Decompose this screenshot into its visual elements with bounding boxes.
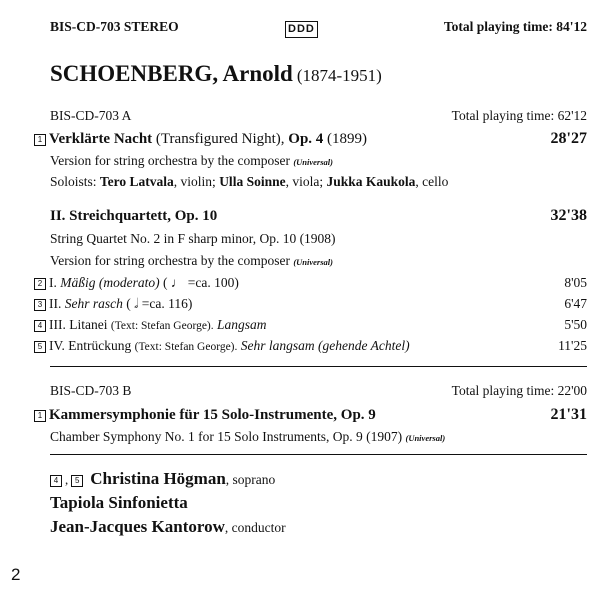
movement-time: 11'25: [558, 338, 587, 353]
work-2-version: Version for string orchestra by the composer (Universal): [50, 253, 333, 268]
movement-row: 4 III. Litanei (Text: Stefan George). Langsam: [34, 317, 267, 333]
track-number-icon: 5: [71, 475, 83, 487]
disc-a-label: BIS-CD-703 A: [50, 108, 132, 123]
disc-b-time: Total playing time: 22'00: [451, 383, 587, 398]
track-number-icon: 4: [34, 320, 46, 332]
track-number-icon: 1: [34, 410, 46, 422]
disc-b-label: BIS-CD-703 B: [50, 383, 132, 398]
movement-time: 6'47: [564, 296, 587, 311]
movement-row: 3 II. Sehr rasch ( 𝅗𝅥 =ca. 116): [34, 296, 192, 312]
section-divider: [50, 366, 587, 367]
work-2-description: String Quartet No. 2 in F sharp minor, Op. 10 (1908): [50, 231, 336, 246]
track-number-icon: 2: [34, 278, 46, 290]
movement-time: 5'50: [564, 317, 587, 332]
track-number-icon: 5: [34, 341, 46, 353]
page-number: 2: [11, 565, 21, 584]
movement-row: 5 IV. Entrückung (Text: Stefan George). Sehr langsam (gehende Achtel): [34, 338, 410, 354]
work-kammersymphonie: 1 Kammersymphonie für 15 Solo-Instrumente, Op. 9: [34, 407, 376, 424]
work-1-soloists: Soloists: Tero Latvala, violin; Ulla Soinne, viola; Jukka Kaukola, cello: [50, 174, 449, 189]
ddd-badge: DDD: [285, 19, 318, 38]
section-divider: [50, 454, 587, 455]
work-1-duration: 28'27: [550, 130, 587, 147]
work-2-duration: 32'38: [550, 207, 587, 224]
disc-a-time: Total playing time: 62'12: [451, 108, 587, 123]
orchestra-name: Tapiola Sinfonietta: [50, 493, 188, 512]
track-number-icon: 3: [34, 299, 46, 311]
total-playing-time: Total playing time: 84'12: [443, 19, 587, 34]
conductor-line: Jean-Jacques Kantorow, conductor: [50, 517, 286, 536]
composer-heading: SCHOENBERG, Arnold (1874-1951): [50, 61, 382, 86]
track-number-icon: 1: [34, 134, 46, 146]
soloist-line: 4 , 5 Christina Högman, soprano: [50, 469, 275, 489]
track-number-icon: 4: [50, 475, 62, 487]
work-3-duration: 21'31: [550, 406, 587, 423]
movement-time: 8'05: [564, 275, 587, 290]
movement-row: 2 I. Mäßig (moderato) ( ♩ =ca. 100): [34, 275, 239, 291]
catalog-header: BIS-CD-703 STEREO: [50, 19, 179, 34]
work-3-description: Chamber Symphony No. 1 for 15 Solo Instruments, Op. 9 (1907) (Universal): [50, 429, 446, 444]
work-verklarte-nacht: 1 Verklärte Nacht (Transfigured Night), Op. 4 (1899): [34, 131, 367, 148]
work-string-quartet: II. Streichquartett, Op. 10: [50, 208, 218, 224]
work-1-version: Version for string orchestra by the composer (Universal): [50, 153, 333, 168]
